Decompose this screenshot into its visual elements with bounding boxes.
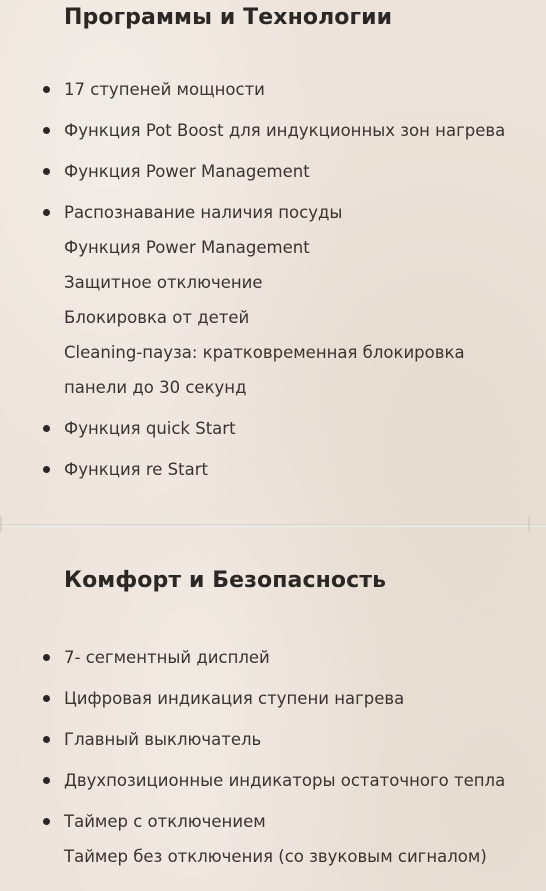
list-item-text: Функция quick Start [64, 419, 236, 438]
bullet-icon [43, 168, 50, 175]
list-item-text: 17 ступеней мощности [64, 80, 265, 99]
bullet-icon [43, 425, 50, 432]
list-item-text: Функция re Start [64, 460, 208, 479]
list-item-text: Таймер без отключения (со звуковым сигналом) [64, 847, 487, 866]
bullet-icon [43, 695, 50, 702]
list-item-text: Функция Power Management [64, 162, 310, 181]
list-item-text: Функция Power Management [64, 238, 310, 257]
list-item-text: Cleaning-пауза: кратковременная блокировка [64, 343, 465, 362]
list-item-text: Цифровая индикация ступени нагрева [64, 689, 405, 708]
list-item-text: Таймер с отключением [64, 812, 266, 831]
divider-mark [0, 516, 2, 532]
list-item [0, 452, 546, 487]
divider-mark [528, 516, 530, 532]
list-item [0, 113, 546, 148]
feature-list [0, 640, 546, 880]
list-item-text: Защитное отключение [64, 273, 263, 292]
list-item [0, 722, 546, 757]
list-item [0, 640, 546, 675]
list-item [0, 154, 546, 189]
list-item [0, 195, 546, 405]
bullet-icon [43, 209, 50, 216]
bullet-icon [43, 654, 50, 661]
section-title: Программы и Технологии [64, 5, 393, 30]
section-title: Комфорт и Безопасность [64, 568, 387, 593]
bullet-icon [43, 736, 50, 743]
list-item [0, 763, 546, 798]
list-item-text: Функция Pot Boost для индукционных зон нагрева [64, 121, 506, 140]
bullet-icon [43, 777, 50, 784]
bullet-icon [43, 818, 50, 825]
list-item [0, 411, 546, 446]
bullet-icon [43, 466, 50, 473]
feature-list [0, 72, 546, 493]
list-item-text: Распознавание наличия посуды [64, 203, 343, 222]
list-item-text: Блокировка от детей [64, 308, 250, 327]
list-item-text: Двухпозиционные индикаторы остаточного тепла [64, 771, 506, 790]
list-item [0, 72, 546, 107]
bullet-icon [43, 127, 50, 134]
list-item-text: 7- сегментный дисплей [64, 648, 270, 667]
list-item [0, 804, 546, 874]
list-item [0, 681, 546, 716]
section-divider [0, 524, 546, 527]
list-item-text: Главный выключатель [64, 730, 262, 749]
list-item-text: панели до 30 секунд [64, 378, 247, 397]
bullet-icon [43, 86, 50, 93]
